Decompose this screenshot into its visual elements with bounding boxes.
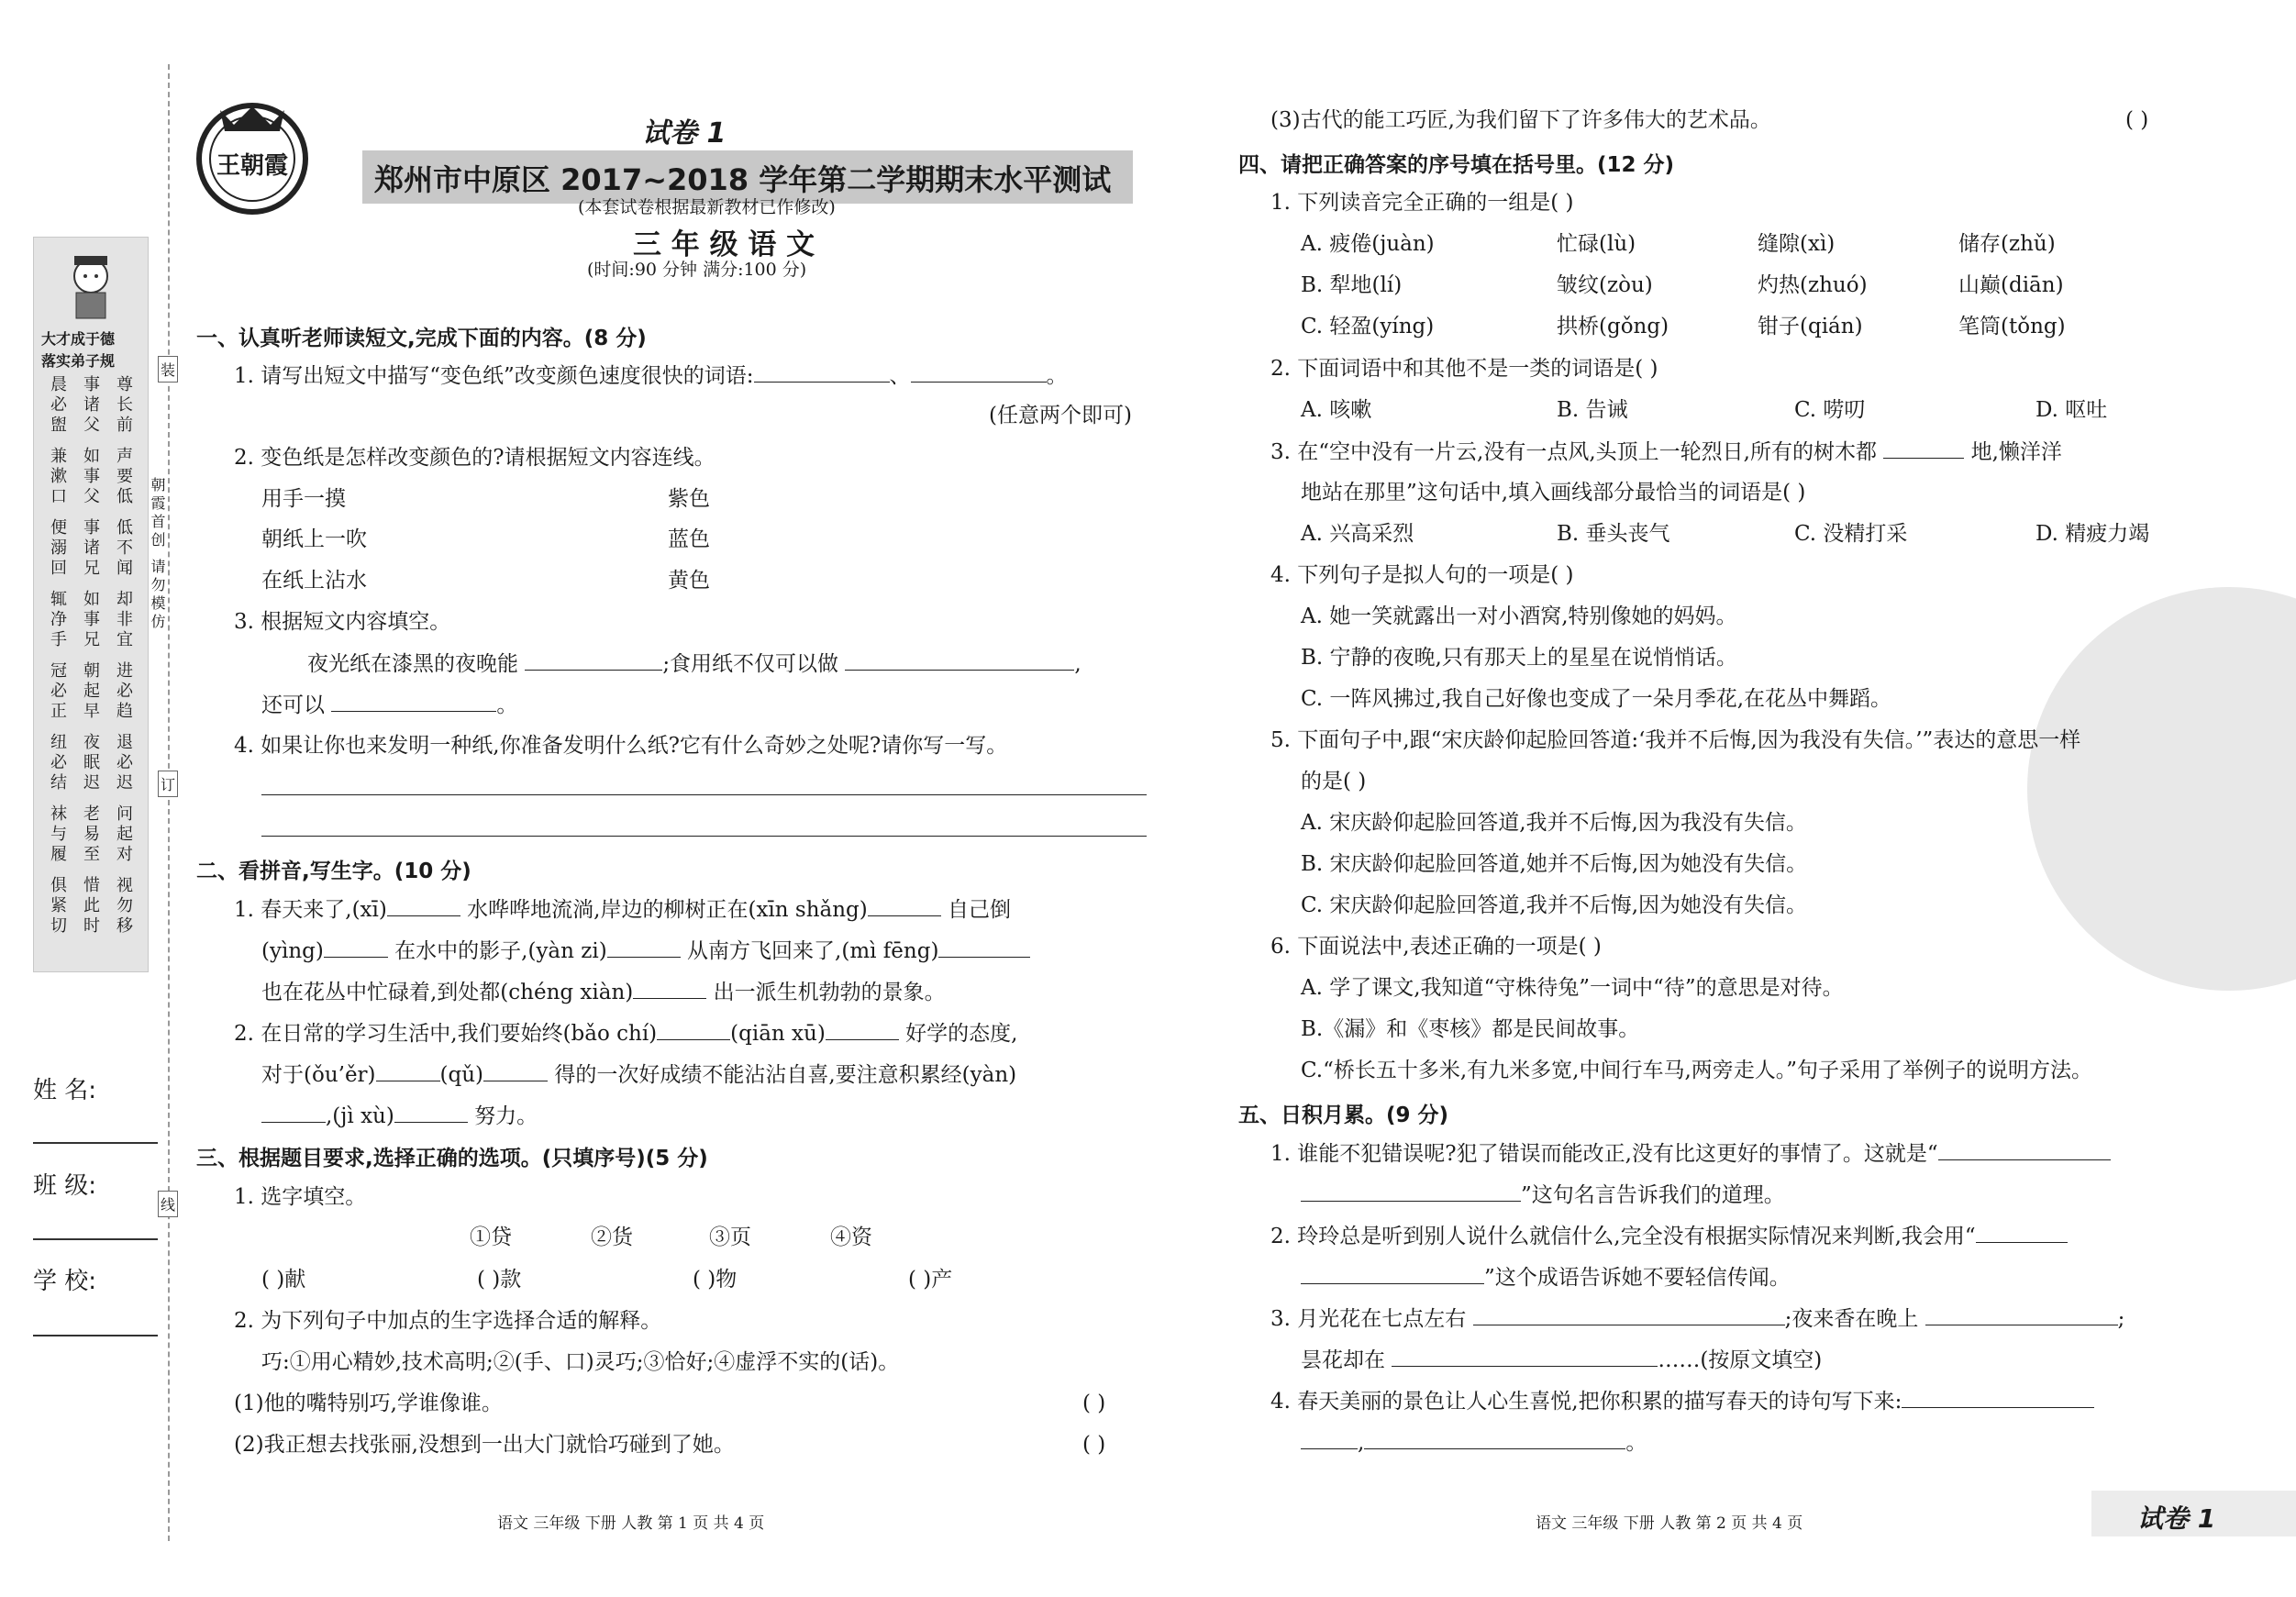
answer-blank[interactable]: [633, 978, 706, 999]
s2-line3: 也在花丛中忙碌着,到处都(chéng xiàn) 出一派生机勃勃的景象。: [261, 978, 946, 1006]
answer-blank[interactable]: [845, 649, 1074, 671]
class-field[interactable]: [33, 1238, 158, 1240]
s3-q2-1: (1)他的嘴特别巧,学谁像谁。: [234, 1392, 503, 1415]
match-right-3: 黄色: [668, 569, 710, 593]
q5-opt-b: B. 宋庆龄仰起脸回答道,她并不后悔,因为她没有失信。: [1301, 852, 1808, 876]
subject-title: 三 年 级 语 文: [633, 228, 815, 261]
match-right-1: 紫色: [668, 487, 710, 511]
s5-q2-line1: 2. 玲玲总是听到别人说什么就信什么,完全没有根据实际情况来判断,我会用“: [1270, 1222, 2068, 1250]
left-footer: 语文 三年级 下册 人教 第 1 页 共 4 页: [497, 1514, 765, 1533]
sidebar-verse: 低不闻: [114, 518, 133, 579]
s4-q1: 1. 下列读音完全正确的一组是( ): [1270, 191, 1574, 215]
q1-option: B. 犁地(lí): [1301, 273, 1403, 297]
sidebar-verse: 如事父: [81, 447, 100, 507]
s4-q3-line1: 3. 在“空中没有一片云,没有一点风,头顶上一轮烈日,所有的树木都 地,懒洋洋: [1270, 438, 2062, 466]
section-1-heading: 一、认真听老师读短文,完成下面的内容。(8 分): [196, 327, 647, 350]
answer-blank[interactable]: [376, 1060, 440, 1081]
sidebar-verse: 声要低: [114, 447, 133, 507]
fold-mark-3: 线: [158, 1191, 178, 1217]
sidebar-verse: 老易至: [81, 804, 100, 865]
s1-q1: 1. 请写出短文中描写“变色纸”改变颜色速度很快的词语: 、 。: [234, 361, 1068, 390]
q1-option: 拱桥(gǒng): [1557, 315, 1669, 338]
q6-opt-c: C.“桥长五十多米,有九米多宽,中间行车马,两旁走人。”句子采用了举例子的说明方法。: [1301, 1059, 2093, 1082]
sidebar-verse: 退必迟: [114, 733, 133, 793]
page-title: 郑州市中原区 2017~2018 学年第二学期期末水平测试: [374, 162, 1112, 197]
match-left-1: 用手一摸: [261, 487, 346, 511]
q1-option: 忙碌(lù): [1557, 232, 1636, 256]
section-5-heading: 五、日积月累。(9 分): [1238, 1103, 1449, 1127]
logo-text: 王朝霞: [216, 152, 289, 180]
s4-q5-line2: 的是( ): [1301, 770, 1367, 793]
answer-blank[interactable]: [525, 649, 662, 671]
answer-blank[interactable]: [387, 895, 460, 916]
answer-blank[interactable]: [1301, 1181, 1521, 1202]
s1-q3: 3. 根据短文内容填空。: [234, 610, 451, 634]
s5-q3-line2: 昙花却在 ……(按原文填空): [1301, 1346, 1822, 1374]
s4-q3-line2: 地站在那里”这句话中,填入画线部分最恰当的词语是( ): [1301, 481, 1806, 505]
school-field[interactable]: [33, 1335, 158, 1336]
s2-line1: 1. 春天来了,(xī) 水哗哗地流淌,岸边的柳树正在(xīn shǎng) 自己倒: [234, 895, 1011, 924]
answer-blank[interactable]: [1902, 1387, 2094, 1408]
title-note: (本套试卷根据最新教材已作修改): [578, 197, 836, 217]
watermark-seal: [2027, 587, 2296, 991]
fill-blank-4[interactable]: ( )产: [908, 1268, 953, 1292]
q6-opt-a: A. 学了课文,我知道“守株待兔”一词中“待”的意思是对待。: [1301, 976, 1844, 1000]
answer-blank[interactable]: [331, 691, 496, 712]
q1-option: 储存(zhǔ): [1958, 232, 2056, 256]
answer-blank[interactable]: [324, 937, 388, 958]
q1-option: 笔筒(tǒng): [1958, 315, 2066, 338]
q1-option: 缝隙(xì): [1758, 232, 1836, 256]
q1-option: 山巅(diān): [1958, 273, 2064, 297]
paper-tag: 试卷 1: [642, 117, 727, 150]
right-footer: 语文 三年级 下册 人教 第 2 页 共 4 页: [1536, 1514, 1803, 1533]
answer-paren[interactable]: ( ): [1082, 1392, 1106, 1415]
answer-blank[interactable]: [826, 1019, 899, 1040]
writing-line-2[interactable]: [261, 836, 1147, 837]
sidebar-verse: 晨必盥: [48, 375, 67, 436]
sidebar-verse: 视勿移: [114, 876, 133, 937]
s4-q4: 4. 下列句子是拟人句的一项是( ): [1270, 563, 1574, 587]
match-left-2: 朝纸上一吹: [261, 527, 367, 551]
answer-blank[interactable]: [1364, 1428, 1625, 1449]
copyright-note: 朝霞首创 请勿模仿: [149, 477, 166, 633]
time-score: (时间:90 分钟 满分:100 分): [587, 260, 807, 280]
sidebar-verse: 兼漱口: [48, 447, 67, 507]
fill-blank-2[interactable]: ( )款: [477, 1268, 522, 1292]
fold-mark-1: 装: [158, 356, 178, 383]
sidebar-verse: 问起对: [114, 804, 133, 865]
match-right-2: 蓝色: [668, 527, 710, 551]
q6-opt-b: B.《漏》和《枣核》都是民间故事。: [1301, 1017, 1640, 1041]
answer-blank[interactable]: [868, 895, 941, 916]
answer-blank[interactable]: [394, 1102, 468, 1123]
sidebar-slogan-1: 大才成于德: [41, 330, 116, 348]
s2-line6: ,(jì xù) 努力。: [261, 1102, 538, 1130]
q5-opt-a: A. 宋庆龄仰起脸回答道,我并不后悔,因为我没有失信。: [1301, 811, 1807, 835]
name-field[interactable]: [33, 1142, 158, 1144]
option-1: ①贷: [470, 1225, 512, 1249]
s4-q5-line1: 5. 下面句子中,跟“宋庆龄仰起脸回答道:‘我并不后悔,因为我没有失信。’”表达的意思一样: [1270, 728, 2081, 752]
answer-paren[interactable]: ( ): [2125, 108, 2149, 132]
s1-q4: 4. 如果让你也来发明一种纸,你准备发明什么纸?它有什么奇妙之处呢?请你写一写。: [234, 734, 1008, 758]
sidebar-verse: 朝起早: [81, 661, 100, 722]
answer-blank[interactable]: [1883, 438, 1964, 459]
writing-line-1[interactable]: [261, 794, 1147, 795]
sidebar-verse: 惜此时: [81, 876, 100, 937]
sidebar-verse: 纽必结: [48, 733, 67, 793]
q1-option: 皱纹(zòu): [1557, 273, 1653, 297]
sidebar-slogan-2: 落实弟子规: [41, 352, 116, 370]
sidebar-verse: 冠必正: [48, 661, 67, 722]
s5-q4-line2: , 。: [1301, 1428, 1647, 1457]
fold-line: [168, 64, 170, 1541]
s1-q3-line2: 还可以 。: [261, 691, 517, 719]
s1-q1-hint: (任意两个即可): [989, 404, 1132, 427]
sidebar-verse: 如事兄: [81, 590, 100, 650]
q3-opt-c: C. 没精打采: [1794, 522, 1908, 546]
answer-blank[interactable]: [754, 361, 890, 383]
s5-q1-line2: ”这句名言告诉我们的道理。: [1301, 1181, 1785, 1209]
option-3: ③页: [709, 1225, 751, 1249]
sidebar-verse: 进必趋: [114, 661, 133, 722]
q2-opt-d: D. 呕吐: [2035, 398, 2108, 422]
s1-q2: 2. 变色纸是怎样改变颜色的?请根据短文内容连线。: [234, 446, 715, 470]
s3-q1: 1. 选字填空。: [234, 1185, 367, 1209]
sidebar-verse: 夜眠迟: [81, 733, 100, 793]
sidebar-verse: 却非宜: [114, 590, 133, 650]
sidebar-verse: 事诸兄: [81, 518, 100, 579]
answer-blank[interactable]: [1301, 1263, 1484, 1284]
match-left-3: 在纸上沾水: [261, 569, 367, 593]
section-4-heading: 四、请把正确答案的序号填在括号里。(12 分): [1238, 153, 1675, 177]
option-4: ④资: [830, 1225, 872, 1249]
answer-blank[interactable]: [1301, 1428, 1358, 1449]
s2-line5: 对于(ǒu’ěr) (qǔ) 得的一次好成绩不能沾沾自喜,要注意积累经(yàn): [261, 1060, 1016, 1089]
fill-blank-3[interactable]: ( )物: [693, 1268, 738, 1292]
q1-option: C. 轻盈(yíng): [1301, 315, 1435, 338]
school-label: 学 校:: [33, 1268, 97, 1295]
q2-opt-a: A. 咳嗽: [1301, 398, 1372, 422]
s5-q1-line1: 1. 谁能不犯错误呢?犯了错误而能改正,没有比这更好的事情了。这就是“: [1270, 1139, 2111, 1168]
q2-opt-c: C. 唠叨: [1794, 398, 1866, 422]
answer-blank[interactable]: [938, 937, 1030, 958]
s1-q3-line1: 夜光纸在漆黑的夜晚能 ;食用纸不仅可以做 ,: [307, 649, 1081, 678]
s4-q2: 2. 下面词语中和其他不是一类的词语是( ): [1270, 357, 1658, 381]
answer-paren[interactable]: ( ): [1082, 1433, 1106, 1457]
answer-blank[interactable]: [1925, 1304, 2118, 1325]
sidebar-verse: 袜与履: [48, 804, 67, 865]
sidebar-verse: 尊长前: [114, 375, 133, 436]
q1-option: 钳子(qián): [1758, 315, 1863, 338]
s4-q6: 6. 下面说法中,表述正确的一项是( ): [1270, 935, 1602, 959]
class-label: 班 级:: [33, 1172, 97, 1200]
section-3-heading: 三、根据题目要求,选择正确的选项。(只填序号)(5 分): [196, 1147, 708, 1170]
q2-opt-b: B. 告诫: [1557, 398, 1628, 422]
option-2: ②货: [591, 1225, 633, 1249]
s3-q2-2: (2)我正想去找张丽,没想到一出大门就恰巧碰到了她。: [234, 1433, 735, 1457]
answer-blank[interactable]: [261, 1102, 326, 1123]
s5-q3-line1: 3. 月光花在七点左右 ;夜来香在晚上 ;: [1270, 1304, 2124, 1333]
s2-line2: (yìng) 在水中的影子,(yàn zi) 从南方飞回来了,(mì fēng): [261, 937, 1030, 965]
s5-q2-line2: ”这个成语告诉她不要轻信传闻。: [1301, 1263, 1791, 1292]
s3-q2-3: (3)古代的能工巧匠,为我们留下了许多伟大的艺术品。: [1270, 108, 1771, 132]
q4-opt-a: A. 她一笑就露出一对小酒窝,特别像她的妈妈。: [1301, 604, 1737, 628]
cartoon-figure-icon: [54, 249, 128, 322]
answer-blank[interactable]: [483, 1060, 548, 1081]
q4-opt-b: B. 宁静的夜晚,只有那天上的星星在说悄悄话。: [1301, 646, 1737, 670]
s3-q2-def: 巧:①用心精妙,技术高明;②(手、口)灵巧;③恰好;④虚浮不实的(话)。: [261, 1350, 900, 1374]
corner-tag: 试卷 1: [2137, 1503, 2216, 1534]
answer-blank[interactable]: [1392, 1346, 1658, 1367]
answer-blank[interactable]: [1976, 1222, 2068, 1243]
answer-blank[interactable]: [1473, 1304, 1785, 1325]
q3-opt-a: A. 兴高采烈: [1301, 522, 1414, 546]
q3-opt-b: B. 垂头丧气: [1557, 522, 1670, 546]
fill-blank-1[interactable]: ( )献: [261, 1268, 306, 1292]
q3-opt-d: D. 精疲力竭: [2035, 522, 2150, 546]
q4-opt-c: C. 一阵风拂过,我自己好像也变成了一朵月季花,在花丛中舞蹈。: [1301, 687, 1892, 711]
q1-option: A. 疲倦(juàn): [1301, 232, 1435, 256]
sidebar-verse: 事诸父: [81, 375, 100, 436]
fold-mark-2: 订: [158, 771, 178, 797]
name-label: 姓 名:: [33, 1077, 97, 1104]
answer-blank[interactable]: [657, 1019, 730, 1040]
q1-option: 灼热(zhuó): [1758, 273, 1868, 297]
answer-blank[interactable]: [911, 361, 1047, 383]
q5-opt-c: C. 宋庆龄仰起脸回答道,我并不后悔,因为她没有失信。: [1301, 893, 1808, 917]
s3-q2: 2. 为下列句子中加点的生字选择合适的解释。: [234, 1309, 662, 1333]
sidebar-verse: 辄净手: [48, 590, 67, 650]
answer-blank[interactable]: [607, 937, 681, 958]
answer-blank[interactable]: [1938, 1139, 2111, 1160]
sidebar-verse: 便溺回: [48, 518, 67, 579]
section-2-heading: 二、看拼音,写生字。(10 分): [196, 859, 471, 883]
s5-q4-line1: 4. 春天美丽的景色让人心生喜悦,把你积累的描写春天的诗句写下来:: [1270, 1387, 2094, 1415]
s2-line4: 2. 在日常的学习生活中,我们要始终(bǎo chí) (qiān xū) 好学的态度,: [234, 1019, 1017, 1048]
sidebar-proverb-box: [33, 237, 149, 972]
sidebar-verse: 俱紧切: [48, 876, 67, 937]
